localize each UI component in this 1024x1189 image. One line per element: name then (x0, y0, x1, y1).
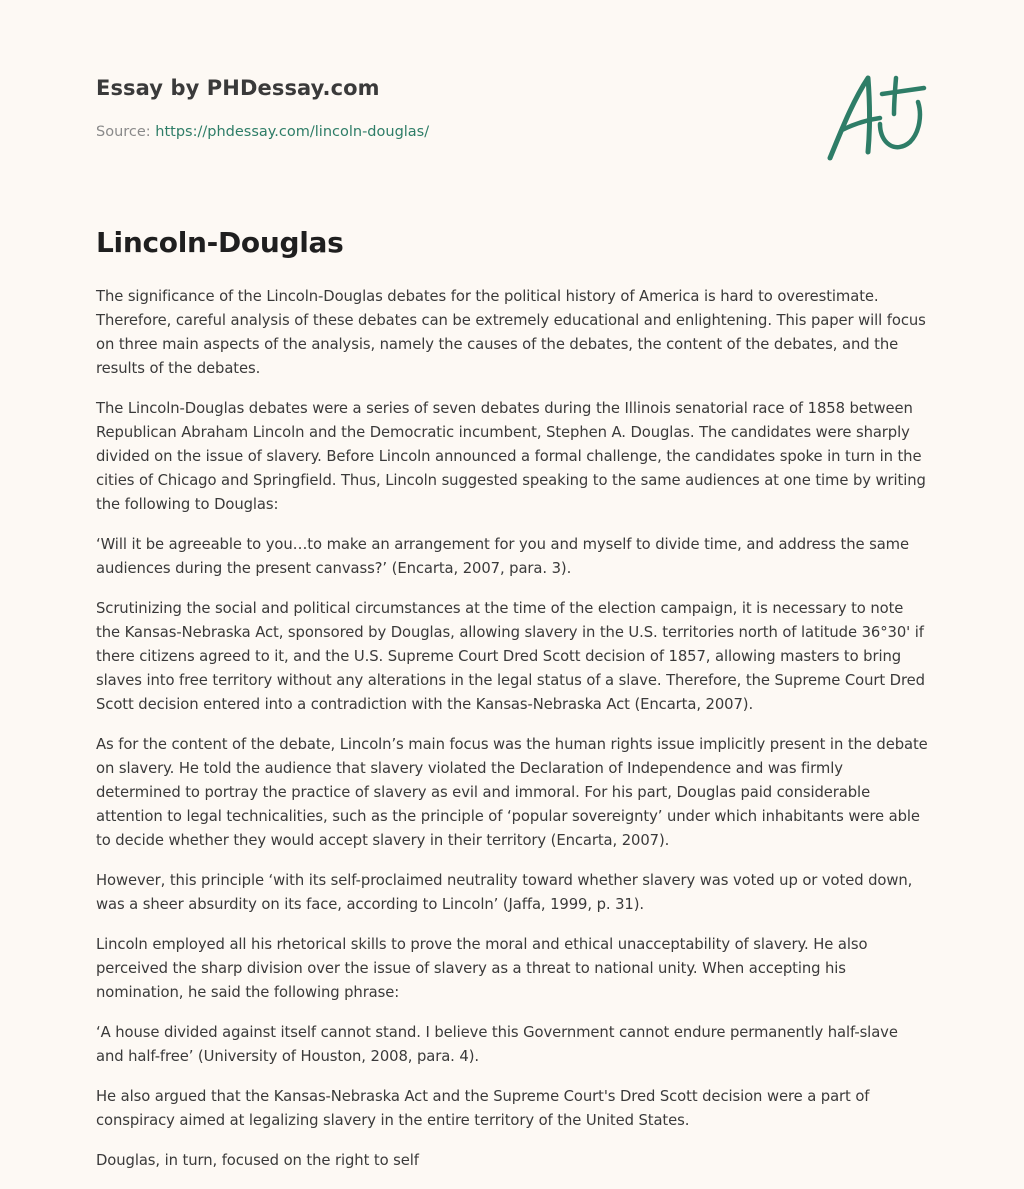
paragraph: Scrutinizing the social and political circumstances at the time of the election campaign, it is necessary to note the Kansas-Nebraska Act, sponsored by Douglas, allowing slavery in the U.S. territories north of latitude 36°30' if there citizens agreed to it, and the U.S. Supreme Court Dred Scott decision of 1857, allowing masters to bring slaves into free territory without any alterations in the legal status of a slave. Therefore, the Supreme Court Dred Scott decision entered into a contradiction with the Kansas-Nebraska Act (Encarta, 2007). (96, 600, 925, 713)
paragraph: The significance of the Lincoln-Douglas debates for the political history of America is hard to overestimate. Therefore, careful analysis of these debates can be extremely educational and enlightening. This paper will focus on three main aspects of the analysis, namely the causes of the debates, the content of the debates, and the results of the debates. (96, 288, 926, 377)
page (96, 0, 928, 1169)
header (96, 0, 928, 170)
source-line (96, 124, 429, 140)
a-plus-logo-icon (824, 68, 928, 164)
paragraph: He also argued that the Kansas-Nebraska Act and the Supreme Court's Dred Scott decision were a part of conspiracy aimed at legalizing slavery in the entire territory of the United States. (96, 1088, 870, 1129)
paragraph: However, this principle ‘with its self-proclaimed neutrality toward whether slavery was voted up or voted down, was a sheer absurdity on its face, according to Lincoln’ (Jaffa, 1999, p. 31). (96, 872, 913, 913)
paragraph: ‘Will it be agreeable to you…to make an arrangement for you and myself to divide time, and address the same audiences during the present canvass?’ (Encarta, 2007, para. 3). (96, 536, 909, 577)
source-label: Source: (96, 124, 151, 140)
paragraph: Douglas, in turn, focused on the right to self (96, 1152, 419, 1169)
site-title: Essay by PHDessay.com (96, 76, 380, 100)
paragraph: Lincoln employed all his rhetorical skills to prove the moral and ethical unacceptability of slavery. He also perceived the sharp division over the issue of slavery as a threat to national unity. When accepting his nomination, he said the following phrase: (96, 936, 868, 1001)
essay-title: Lincoln-Douglas (96, 226, 344, 259)
essay-body (96, 285, 928, 1189)
source-link[interactable]: https://phdessay.com/lincoln-douglas/ (155, 124, 430, 140)
paragraph: ‘A house divided against itself cannot stand. I believe this Government cannot endure permanently half-slave and half-free’ (University of Houston, 2008, para. 4). (96, 1024, 898, 1065)
paragraph: The Lincoln-Douglas debates were a series of seven debates during the Illinois senatorial race of 1858 between Republican Abraham Lincoln and the Democratic incumbent, Stephen A. Douglas. The candidates were sharply divided on the issue of slavery. Before Lincoln announced a formal challenge, the candidates spoke in turn in the cities of Chicago and Springfield. Thus, Lincoln suggested speaking to the same audiences at one time by writing the following to Douglas: (96, 400, 926, 513)
paragraph: As for the content of the debate, Lincoln’s main focus was the human rights issue implicitly present in the debate on slavery. He told the audience that slavery violated the Declaration of Independence and was firmly determined to portray the practice of slavery as evil and immoral. For his part, Douglas paid considerable attention to legal technicalities, such as the principle of ‘popular sovereignty’ under which inhabitants were able to decide whether they would accept slavery in their territory (Encarta, 2007). (96, 736, 928, 849)
